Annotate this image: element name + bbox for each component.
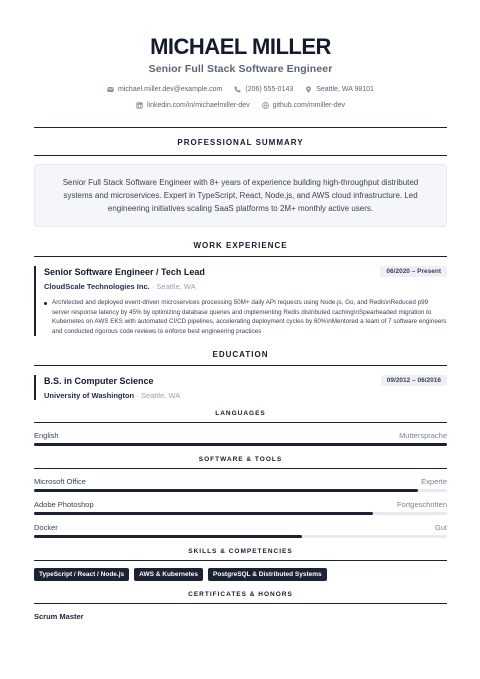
education-entry (34, 375, 447, 400)
skill-tag: PostgreSQL & Distributed Systems (208, 568, 327, 581)
divider (34, 468, 447, 469)
degree-title: B.S. in Computer Science (44, 375, 154, 386)
certificates-section-header (34, 591, 447, 604)
divider (34, 422, 447, 423)
language-item (34, 431, 447, 446)
divider (34, 365, 447, 366)
software-section-header (34, 456, 447, 469)
contact-row-secondary (34, 101, 447, 112)
divider (34, 560, 447, 561)
divider (34, 603, 447, 604)
software-level: Fortgeschritten (396, 500, 447, 510)
language-name: English (34, 431, 59, 441)
proficiency-bar (34, 512, 447, 515)
experience-entry (34, 266, 447, 336)
candidate-title: Senior Full Stack Software Engineer (148, 63, 333, 75)
software-name: Microsoft Office (34, 477, 86, 487)
software-heading: SOFTWARE & TOOLS (198, 456, 283, 464)
languages-heading: LANGUAGES (215, 410, 266, 418)
contact-github-text: github.com/mmiller-dev (272, 102, 345, 109)
software-item (34, 523, 447, 538)
software-name: Docker (34, 523, 58, 533)
school-location: · Seattle, WA (136, 391, 181, 401)
company-location: · Seattle, WA (151, 282, 196, 291)
summary-heading: PROFESSIONAL SUMMARY (177, 138, 304, 147)
school-line (44, 391, 447, 400)
education-heading: EDUCATION (212, 350, 269, 360)
languages-section-header (34, 410, 447, 423)
proficiency-bar (34, 535, 447, 538)
contact-github[interactable] (262, 101, 345, 110)
proficiency-bar-fill (34, 535, 302, 538)
experience-heading: WORK EXPERIENCE (193, 241, 288, 250)
list-item: Architected and deployed event-driven microservices processing 50M+ daily API requests using Node.js, Go, and Redis\nReduced p99 server response latency by 45% by optimizing database queries and implementing Redis distributed caching\nSpearheaded migration to Kubernetes on AWS EKS with automated CI/CD pipelines, accelerating deployment cycles by 60%\nMentored a team of 7 software engineers and conducted rigorous code reviews to enforce best engineering practices (44, 298, 447, 336)
contact-phone[interactable] (234, 85, 293, 94)
divider (34, 155, 447, 156)
job-title: Senior Software Engineer / Tech Lead (44, 266, 205, 277)
date-badge: 09/2012 – 06/2016 (381, 375, 447, 386)
contact-location-text: Seattle, WA 98101 (316, 86, 374, 93)
date-badge: 06/2020 – Present (380, 266, 447, 277)
software-level: Gut (434, 523, 447, 533)
school-name: University of Washington (44, 391, 135, 401)
software-item (34, 477, 447, 492)
company-line (44, 282, 447, 291)
job-bullets (44, 298, 447, 336)
skill-tags (34, 568, 447, 581)
contact-linkedin[interactable] (136, 101, 250, 110)
envelope-icon (107, 86, 114, 93)
skills-section-header (34, 548, 447, 561)
skill-tag: AWS & Kubernetes (134, 568, 203, 581)
proficiency-bar-fill (34, 512, 373, 515)
candidate-name: MICHAEL MILLER (150, 34, 331, 59)
proficiency-bar (34, 489, 447, 492)
language-level: Muttersprache (399, 431, 447, 441)
certificates-heading: CERTIFICATES & HONORS (188, 591, 293, 599)
education-section-header (34, 350, 447, 366)
resume-page (34, 0, 447, 621)
phone-icon (234, 86, 241, 93)
globe-icon (262, 102, 269, 109)
proficiency-bar (34, 443, 447, 446)
proficiency-bar-fill (34, 443, 447, 446)
skill-tag: TypeScript / React / Node.js (34, 568, 129, 581)
skills-heading: SKILLS & COMPETENCIES (188, 548, 293, 556)
company-name: CloudScale Technologies Inc. (44, 282, 150, 291)
contact-email-text: michael.miller.dev@example.com (118, 86, 223, 93)
contact-location (305, 85, 374, 94)
summary-section-header (34, 127, 447, 156)
software-item (34, 500, 447, 515)
certificate-item: Scrum Master (34, 612, 84, 622)
contact-phone-text: (206) 555-0143 (245, 86, 294, 93)
contact-row-primary (34, 85, 447, 96)
software-name: Adobe Photoshop (34, 500, 94, 510)
contact-linkedin-text: linkedin.com/in/michaelmiller-dev (146, 102, 250, 109)
proficiency-bar-fill (34, 489, 418, 492)
contact-email[interactable] (107, 85, 222, 94)
software-level: Experte (421, 477, 447, 487)
map-pin-icon (305, 86, 312, 93)
divider (34, 256, 447, 257)
linkedin-icon (136, 102, 143, 109)
summary-text: Senior Full Stack Software Engineer with 8+ years of experience building high-throughput distributed systems and microservices. Expert in TypeScript, React, Node.js, and AWS cloud infrastructure. Led engineering initiatives scaling SaaS platforms to 2M+ monthly active users. (34, 164, 447, 227)
experience-section-header (34, 241, 447, 257)
